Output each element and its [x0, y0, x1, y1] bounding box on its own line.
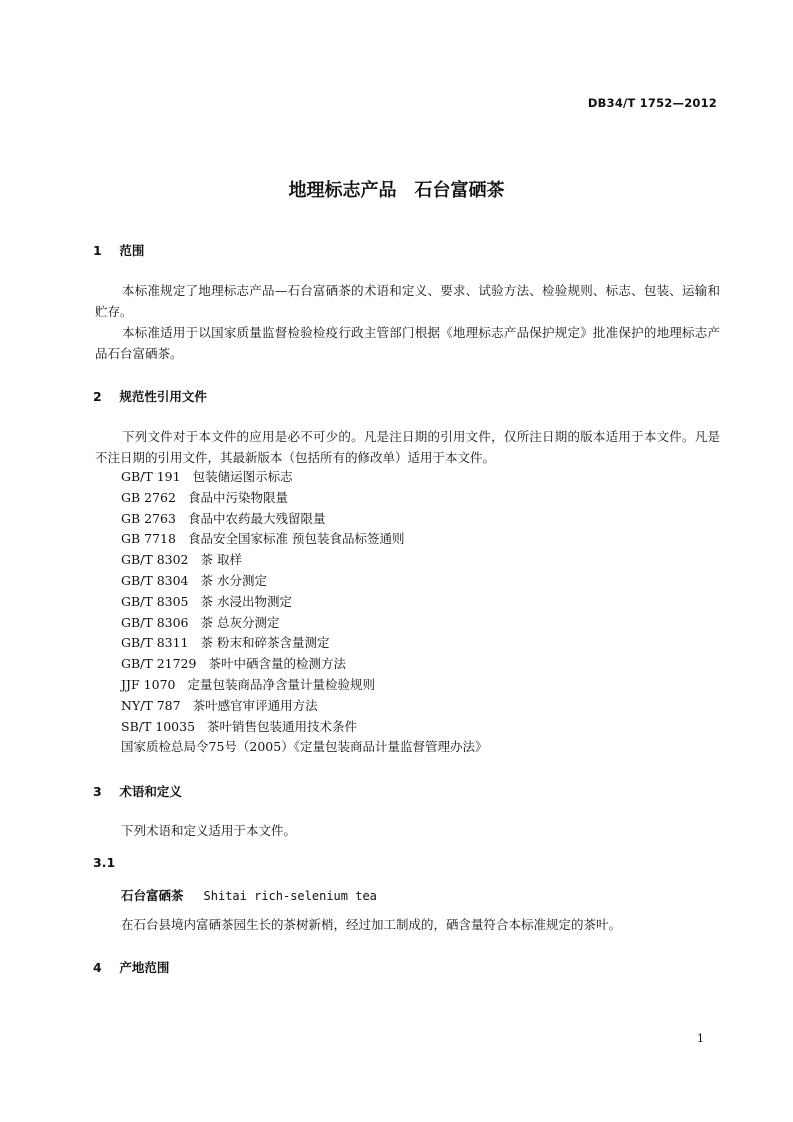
- reference-item: [121, 737, 487, 758]
- ref-title: 食品中污染物限量: [187, 489, 288, 505]
- ref-title: 茶 水分测定: [200, 572, 267, 588]
- ref-code: GB 2762: [121, 489, 176, 505]
- reference-list: [121, 467, 487, 758]
- section-title: 产地范围: [119, 960, 170, 975]
- ref-title: 食品安全国家标准 预包装食品标签通则: [187, 531, 405, 547]
- ref-code: GB 2763: [121, 510, 176, 526]
- ref-code: SB/T 10035: [121, 718, 196, 734]
- terms-intro: 下列术语和定义适用于本文件。: [121, 823, 297, 838]
- ref-code: JJF 1070: [121, 676, 176, 692]
- ref-code: GB/T 8302: [121, 552, 189, 568]
- section-1-heading: [93, 241, 144, 259]
- term-entry: [121, 886, 377, 904]
- ref-code: GB/T 8304: [121, 572, 189, 588]
- reference-item: [121, 509, 487, 530]
- ref-code: GB/T 8306: [121, 614, 189, 630]
- ref-code: NY/T 787: [121, 697, 181, 713]
- section-number: 4: [93, 960, 102, 975]
- page-number: 1: [697, 1032, 704, 1045]
- ref-title: 茶叶中硒含量的检测方法: [208, 656, 346, 672]
- reference-item: [121, 467, 487, 488]
- section-title: 范围: [119, 243, 145, 258]
- section-title: 规范性引用文件: [119, 389, 207, 404]
- reference-item: [121, 571, 487, 592]
- section-number: 3: [93, 784, 102, 799]
- reference-item: [121, 488, 487, 509]
- ref-code: GB/T 8311: [121, 635, 189, 651]
- term-chinese: 石台富硒茶: [121, 888, 184, 903]
- section-title: 术语和定义: [119, 784, 182, 799]
- ref-title: 食品中农药最大残留限量: [187, 510, 326, 526]
- reference-item: [121, 654, 487, 675]
- scope-paragraph-2: 本标准适用于以国家质量监督检验检疫行政主管部门根据《地理标志产品保护规定》批准保护的地理标志产品石台富硒茶。: [95, 325, 720, 361]
- ref-code: GB 7718: [121, 531, 176, 547]
- normative-intro: 下列文件对于本文件的应用是必不可少的。凡是注日期的引用文件，仅所注日期的版本适用于本文件。凡是不注日期的引用文件，其最新版本（包括所有的修改单）适用于本文件。: [95, 429, 720, 465]
- reference-item: [121, 550, 487, 571]
- term-english: Shitai rich-selenium tea: [203, 889, 377, 903]
- section-number: 1: [93, 243, 102, 258]
- scope-paragraph-1: 本标准规定了地理标志产品—石台富硒茶的术语和定义、要求、试验方法、检验规则、标志、包装、运输和贮存。: [95, 283, 720, 319]
- ref-title: 茶 粉末和碎茶含量测定: [200, 635, 330, 651]
- ref-title: 茶叶销售包装通用技术条件: [207, 718, 358, 734]
- reference-item: [121, 696, 487, 717]
- ref-title: 国家质检总局令75号（2005）《定量包装商品计量监督管理办法》: [121, 739, 488, 755]
- reference-item: [121, 529, 487, 550]
- ref-title: 定量包装商品净含量计量检验规则: [187, 676, 375, 692]
- document-title: 地理标志产品 石台富硒茶: [288, 180, 505, 201]
- term-definition: 在石台县境内富硒茶园生长的茶树新梢，经过加工制成的，硒含量符合本标准规定的茶叶。: [121, 917, 622, 932]
- ref-code: GB/T 191: [121, 469, 181, 484]
- section-2-heading: [93, 387, 207, 405]
- ref-title: 茶 取样: [200, 552, 242, 568]
- reference-item: [121, 613, 487, 634]
- reference-item: [121, 633, 487, 654]
- section-number: 3.1: [93, 855, 116, 870]
- ref-code: GB/T 21729: [121, 656, 197, 672]
- reference-item: [121, 675, 487, 696]
- ref-title: 茶 总灰分测定: [200, 614, 280, 630]
- section-4-heading: [93, 958, 169, 976]
- ref-title: 茶叶感官审评通用方法: [192, 697, 318, 713]
- ref-title: 茶 水浸出物测定: [200, 593, 292, 609]
- ref-title: 包装储运图示标志: [192, 469, 293, 484]
- subsection-3-1-heading: [93, 855, 115, 870]
- reference-item: [121, 717, 487, 738]
- reference-item: [121, 592, 487, 613]
- section-number: 2: [93, 389, 102, 404]
- section-3-heading: [93, 782, 182, 800]
- ref-code: GB/T 8305: [121, 593, 189, 609]
- standard-code: DB34/T 1752—2012: [587, 96, 717, 110]
